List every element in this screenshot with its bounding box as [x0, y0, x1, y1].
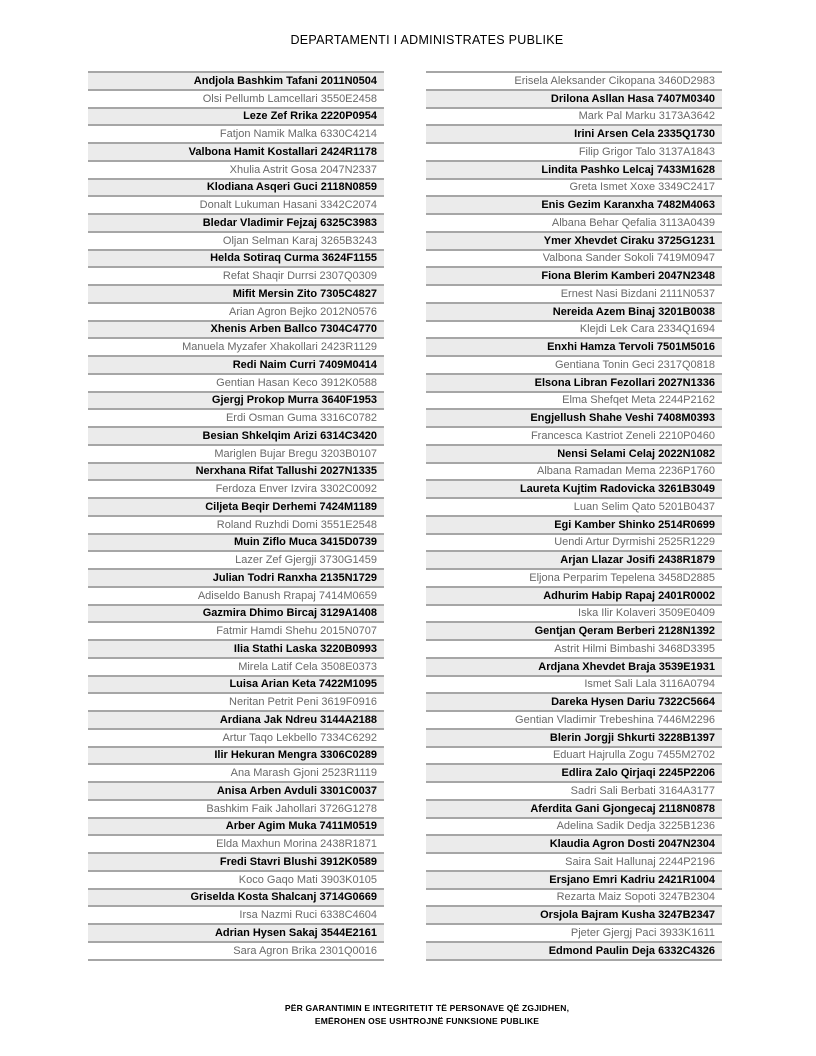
- list-item: Klaudia Agron Dosti 2047N2304: [426, 834, 722, 852]
- list-item: Muin Ziflo Muca 3415D0739: [88, 533, 384, 551]
- list-item: Erdi Osman Guma 3316C0782: [88, 408, 384, 426]
- list-item: Blerin Jorgji Shkurti 3228B1397: [426, 728, 722, 746]
- list-item: Mark Pal Marku 3173A3642: [426, 107, 722, 125]
- list-item: Aferdita Gani Gjongecaj 2118N0878: [426, 799, 722, 817]
- list-item: Gentian Hasan Keco 3912K0588: [88, 373, 384, 391]
- list-item: Irsa Nazmi Ruci 6338C4604: [88, 905, 384, 923]
- list-item: Adhurim Habip Rapaj 2401R0002: [426, 586, 722, 604]
- list-item: Albana Behar Qefalia 3113A0439: [426, 213, 722, 231]
- list-item: Luan Selim Qato 5201B0437: [426, 497, 722, 515]
- list-item: Ilia Stathi Laska 3220B0993: [88, 639, 384, 657]
- list-item: Fatjon Namik Malka 6330C4214: [88, 124, 384, 142]
- list-item: Arjan Llazar Josifi 2438R1879: [426, 550, 722, 568]
- list-item: Dareka Hysen Dariu 7322C5664: [426, 692, 722, 710]
- list-item: Xhulia Astrit Gosa 2047N2337: [88, 160, 384, 178]
- list-item: Gentian Vladimir Trebeshina 7446M2296: [426, 710, 722, 728]
- list-item: Pjeter Gjergj Paci 3933K1611: [426, 923, 722, 941]
- list-item: Valbona Sander Sokoli 7419M0947: [426, 249, 722, 267]
- list-item: Koco Gaqo Mati 3903K0105: [88, 870, 384, 888]
- list-item: Albana Ramadan Mema 2236P1760: [426, 462, 722, 480]
- list-item: Refat Shaqir Durrsi 2307Q0309: [88, 266, 384, 284]
- list-item: Andjola Bashkim Tafani 2011N0504: [88, 71, 384, 89]
- list-item: Mariglen Bujar Bregu 3203B0107: [88, 444, 384, 462]
- list-item: Laureta Kujtim Radovicka 3261B3049: [426, 479, 722, 497]
- list-item: Manuela Myzafer Xhakollari 2423R1129: [88, 337, 384, 355]
- list-item: Artur Taqo Lekbello 7334C6292: [88, 728, 384, 746]
- list-item: Astrit Hilmi Bimbashi 3468D3395: [426, 639, 722, 657]
- list-item: Ernest Nasi Bizdani 2111N0537: [426, 284, 722, 302]
- list-item: Engjellush Shahe Veshi 7408M0393: [426, 408, 722, 426]
- name-list-right-column: [426, 71, 722, 961]
- list-item: Gazmira Dhimo Bircaj 3129A1408: [88, 604, 384, 622]
- list-item: Nerxhana Rifat Tallushi 2027N1335: [88, 462, 384, 480]
- list-item: Helda Sotiraq Curma 3624F1155: [88, 249, 384, 267]
- list-item: Edmond Paulin Deja 6332C4326: [426, 941, 722, 959]
- list-item: Sara Agron Brika 2301Q0016: [88, 941, 384, 959]
- list-item: Ilir Hekuran Mengra 3306C0289: [88, 746, 384, 764]
- list-item: Ciljeta Beqir Derhemi 7424M1189: [88, 497, 384, 515]
- list-item: Gentjan Qeram Berberi 2128N1392: [426, 621, 722, 639]
- list-item: Saira Sait Hallunaj 2244P2196: [426, 852, 722, 870]
- footer-line-1: PËR GARANTIMIN E INTEGRITETIT TË PERSONAVE QË ZGJIDHEN,: [284, 1003, 570, 1013]
- list-item: Gjergj Prokop Murra 3640F1953: [88, 391, 384, 409]
- list-item: Arian Agron Bejko 2012N0576: [88, 302, 384, 320]
- list-item: Francesca Kastriot Zeneli 2210P0460: [426, 426, 722, 444]
- list-item: Elma Shefqet Meta 2244P2162: [426, 391, 722, 409]
- list-item: Rezarta Maiz Sopoti 3247B2304: [426, 888, 722, 906]
- list-item: Bashkim Faik Jahollari 3726G1278: [88, 799, 384, 817]
- list-item: Luisa Arian Keta 7422M1095: [88, 675, 384, 693]
- list-item: Ferdoza Enver Izvira 3302C0092: [88, 479, 384, 497]
- list-item: Eljona Perparim Tepelena 3458D2885: [426, 568, 722, 586]
- list-item: Ymer Xhevdet Ciraku 3725G1231: [426, 231, 722, 249]
- list-item: Klejdi Lek Cara 2334Q1694: [426, 320, 722, 338]
- list-item: Adiseldo Banush Rrapaj 7414M0659: [88, 586, 384, 604]
- name-list-left-column: [88, 71, 384, 961]
- list-item: Uendi Artur Dyrmishi 2525R1229: [426, 533, 722, 551]
- list-item: Enis Gezim Karanxha 7482M4063: [426, 195, 722, 213]
- list-item: Irini Arsen Cela 2335Q1730: [426, 124, 722, 142]
- list-item: Roland Ruzhdi Domi 3551E2548: [88, 515, 384, 533]
- list-item: Erisela Aleksander Cikopana 3460D2983: [426, 71, 722, 89]
- list-item: Sadri Sali Berbati 3164A3177: [426, 781, 722, 799]
- list-item: Eduart Hajrulla Zogu 7455M2702: [426, 746, 722, 764]
- list-item: Ardjana Xhevdet Braja 3539E1931: [426, 657, 722, 675]
- list-item: Fatmir Hamdi Shehu 2015N0707: [88, 621, 384, 639]
- footer-note: [88, 1002, 766, 1027]
- list-item: Orsjola Bajram Kusha 3247B2347: [426, 905, 722, 923]
- list-item: Elsona Libran Fezollari 2027N1336: [426, 373, 722, 391]
- list-item: Valbona Hamit Kostallari 2424R1178: [88, 142, 384, 160]
- name-list-columns: [88, 71, 722, 961]
- list-item: Redi Naim Curri 7409M0414: [88, 355, 384, 373]
- list-item: Klodiana Asqeri Guci 2118N0859: [88, 178, 384, 196]
- list-item: Ersjano Emri Kadriu 2421R1004: [426, 870, 722, 888]
- list-item: Ismet Sali Lala 3116A0794: [426, 675, 722, 693]
- list-item: Enxhi Hamza Tervoli 7501M5016: [426, 337, 722, 355]
- list-item: Ana Marash Gjoni 2523R1119: [88, 763, 384, 781]
- list-item: Gentiana Tonin Geci 2317Q0818: [426, 355, 722, 373]
- list-item: Xhenis Arben Ballco 7304C4770: [88, 320, 384, 338]
- list-item: Greta Ismet Xoxe 3349C2417: [426, 178, 722, 196]
- list-item: Julian Todri Ranxha 2135N1729: [88, 568, 384, 586]
- list-item: Lazer Zef Gjergji 3730G1459: [88, 550, 384, 568]
- list-item: Fiona Blerim Kamberi 2047N2348: [426, 266, 722, 284]
- footer-line-2: EMËROHEN OSE USHTROJNË FUNKSIONE PUBLIKE: [314, 1015, 540, 1026]
- list-item: Oljan Selman Karaj 3265B3243: [88, 231, 384, 249]
- list-item: Nensi Selami Celaj 2022N1082: [426, 444, 722, 462]
- list-item: Elda Maxhun Morina 2438R1871: [88, 834, 384, 852]
- list-item: Edlira Zalo Qirjaqi 2245P2206: [426, 763, 722, 781]
- list-item: Arber Agim Muka 7411M0519: [88, 817, 384, 835]
- list-item: Bledar Vladimir Fejzaj 6325C3983: [88, 213, 384, 231]
- list-item: Anisa Arben Avduli 3301C0037: [88, 781, 384, 799]
- list-item: Olsi Pellumb Lamcellari 3550E2458: [88, 89, 384, 107]
- list-item: Mifit Mersin Zito 7305C4827: [88, 284, 384, 302]
- page-title: DEPARTAMENTI I ADMINISTRATES PUBLIKE: [290, 33, 564, 47]
- list-item: Adelina Sadik Dedja 3225B1236: [426, 817, 722, 835]
- list-item: Drilona Asllan Hasa 7407M0340: [426, 89, 722, 107]
- list-item: Neritan Petrit Peni 3619F0916: [88, 692, 384, 710]
- list-item: Nereida Azem Binaj 3201B0038: [426, 302, 722, 320]
- list-item: Besian Shkelqim Arizi 6314C3420: [88, 426, 384, 444]
- list-item: Donalt Lukuman Hasani 3342C2074: [88, 195, 384, 213]
- list-item: Adrian Hysen Sakaj 3544E2161: [88, 923, 384, 941]
- list-item: Filip Grigor Talo 3137A1843: [426, 142, 722, 160]
- list-item: Iska Ilir Kolaveri 3509E0409: [426, 604, 722, 622]
- list-item: Fredi Stavri Blushi 3912K0589: [88, 852, 384, 870]
- list-item: Ardiana Jak Ndreu 3144A2188: [88, 710, 384, 728]
- list-item: Lindita Pashko Lelcaj 7433M1628: [426, 160, 722, 178]
- list-item: Egi Kamber Shinko 2514R0699: [426, 515, 722, 533]
- list-item: Griselda Kosta Shalcanj 3714G0669: [88, 888, 384, 906]
- list-item: Mirela Latif Cela 3508E0373: [88, 657, 384, 675]
- list-item: Leze Zef Rrika 2220P0954: [88, 107, 384, 125]
